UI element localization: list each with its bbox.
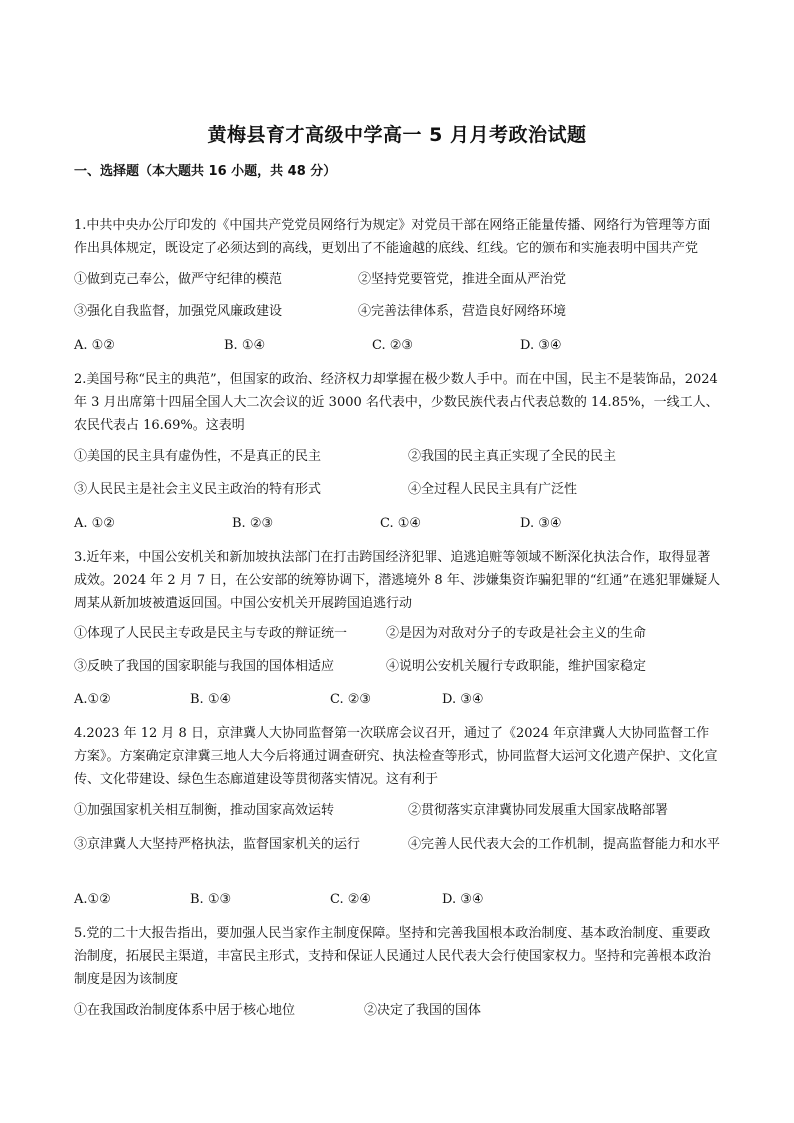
question-3-answer-b: B. ①④ — [190, 692, 232, 707]
question-3-stem: 3.近年来，中国公安机关和新加坡执法部门在打击跨国经济犯罪、追逃追赃等领域不断深化执法合作，取得显著成效。2024 年 2 月 7 日，在公安部的统筹协调下，潜逃境外 8 年、涉嫌集资诈骗犯罪的“红通”在逃犯罪嫌疑人周某从新加坡被遣返回国。中国公安机关开展跨国追逃行动 — [74, 550, 721, 611]
question-3-option-2: ②是因为对敌对分子的专政是社会主义的生命 — [386, 626, 647, 641]
question-5-option-1: ①在我国政治制度体系中居于核心地位 — [74, 1003, 296, 1018]
question-1-option-3: ③强化自我监督，加强党风廉政建设 — [74, 304, 283, 319]
question-4-option-2: ②贯彻落实京津冀协同发展重大国家战略部署 — [408, 803, 669, 818]
question-2-option-4: ④全过程人民民主具有广泛性 — [408, 482, 578, 497]
question-3-answer-a: A.①② — [74, 692, 111, 707]
question-4-answer-a: A.①② — [74, 892, 111, 907]
section-heading: 一、选择题（本大题共 16 小题，共 48 分） — [74, 164, 337, 179]
question-3-option-1: ①体现了人民民主专政是民主与专政的辩证统一 — [74, 626, 348, 641]
question-2-options-row-1 — [74, 447, 734, 467]
question-1-option-4: ④完善法律体系，营造良好网络环境 — [358, 304, 567, 319]
question-4-option-3: ③京津冀人大坚持严格执法，监督国家机关的运行 — [74, 837, 361, 852]
question-4-options-row-1 — [74, 801, 734, 821]
question-2-option-1: ①美国的民主具有虚伪性，不是真正的民主 — [74, 449, 322, 464]
question-1-answer-c: C. ②③ — [372, 338, 414, 353]
question-2-option-2: ②我国的民主真正实现了全民的民主 — [408, 449, 617, 464]
question-3-answer-c: C. ②③ — [330, 692, 372, 707]
question-3-options-row-2 — [74, 657, 734, 677]
question-4-answer-c: C. ②④ — [330, 892, 372, 907]
question-3-option-4: ④说明公安机关履行专政职能，维护国家稳定 — [386, 659, 647, 674]
question-3-answers — [74, 690, 734, 710]
question-5-option-2: ②决定了我国的国体 — [364, 1003, 482, 1018]
question-3-option-3: ③反映了我国的国家职能与我国的国体相适应 — [74, 659, 335, 674]
question-1-answer-b: B. ①④ — [224, 338, 266, 353]
question-4-stem: 4.2023 年 12 月 8 日，京津冀人大协同监督第一次联席会议召开，通过了《2024 年京津冀人大协同监督工作方案》。方案确定京津冀三地人大今后将通过调查研究、执法检查等形式，协同监督大运河文化遗产保护、文化宣传、文化带建设、绿色生态廊道建设等贯彻落实情况。这有利于 — [74, 726, 718, 787]
question-4-answer-b: B. ①③ — [190, 892, 232, 907]
question-1-answer-d: D. ③④ — [520, 338, 562, 353]
question-2-answer-c: C. ①④ — [380, 516, 422, 531]
page-title: 黄梅县育才高级中学高一 5 月月考政治试题 — [207, 124, 587, 146]
question-1-options-row-2 — [74, 302, 734, 322]
question-3-answer-d: D. ③④ — [442, 692, 484, 707]
question-4-option-4: ④完善人民代表大会的工作机制，提高监督能力和水平 — [408, 837, 721, 852]
question-2-answers — [74, 514, 734, 534]
question-2-answer-a: A. ①② — [74, 516, 115, 531]
question-5-stem: 5.党的二十大报告指出，要加强人民当家作主制度保障。坚持和完善我国根本政治制度、基本政治制度、重要政治制度，拓展民主渠道，丰富民主形式，支持和保证人民通过人民代表大会行使国家权力。坚持和完善根本政治制度是因为该制度 — [74, 926, 712, 987]
question-5-options-row-1 — [74, 1001, 734, 1021]
question-2-answer-d: D. ③④ — [520, 516, 562, 531]
question-2-answer-b: B. ②③ — [232, 516, 274, 531]
question-2-option-3: ③人民民主是社会主义民主政治的特有形式 — [74, 482, 322, 497]
question-4-answers — [74, 890, 734, 910]
question-2-stem: 2.美国号称“民主的典范”，但国家的政治、经济权力却掌握在极少数人手中。而在中国，民主不是装饰品，2024 年 3 月出席第十四届全国人大二次会议的近 3000 名代表中，少数民族代表占代表总数的 14.85%，一线工人、农民代表占 16.69%。这表明 — [74, 372, 719, 433]
question-2-options-row-2 — [74, 480, 734, 500]
question-1-options-row-1 — [74, 270, 734, 290]
question-1-answers — [74, 336, 734, 356]
question-4-answer-d: D. ③④ — [442, 892, 484, 907]
question-1-stem: 1.中共中央办公厅印发的《中国共产党党员网络行为规定》对党员干部在网络正能量传播、网络行为管理等方面作出具体规定，既设定了必须达到的高线，更划出了不能逾越的底线、红线。它的颁布和实施表明中国共产党 — [74, 218, 711, 256]
question-4-option-1: ①加强国家机关相互制衡，推动国家高效运转 — [74, 803, 335, 818]
question-1-answer-a: A. ①② — [74, 338, 115, 353]
question-1-option-2: ②坚持党要管党，推进全面从严治党 — [358, 272, 567, 287]
question-3-options-row-1 — [74, 624, 734, 644]
question-1-option-1: ①做到克己奉公，做严守纪律的模范 — [74, 272, 283, 287]
